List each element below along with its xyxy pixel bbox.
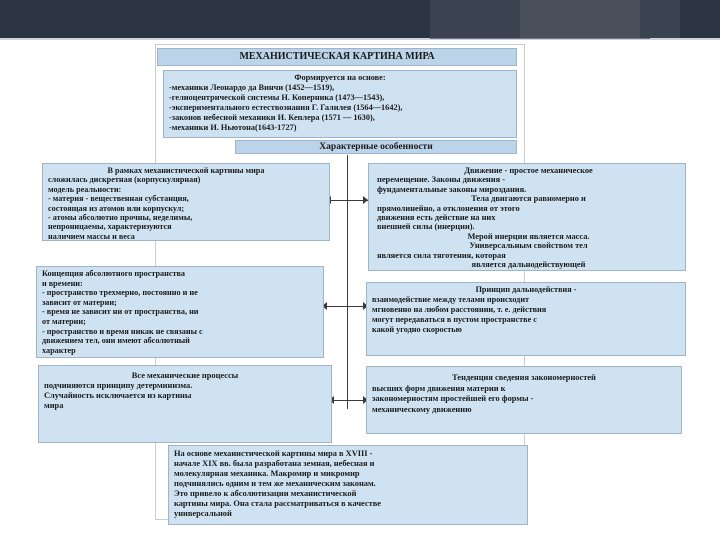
conclusion-box: [168, 445, 528, 525]
header-decoration: [520, 0, 640, 38]
box-line: - пространство трехмерно, постоянно и не: [42, 288, 198, 298]
determinism-box: [38, 365, 332, 443]
box-line: сложилась дискретная (корпускулярная): [48, 175, 201, 185]
box-line: - материя - вещественная субстанция,: [48, 194, 189, 204]
box-line: мгновенно на любом расстоянии, т. е. действия: [372, 305, 547, 314]
formation-line: -законов небесной механики И. Кеплера (1571 — 1630),: [169, 113, 375, 122]
diagram-title: МЕХАНИСТИЧЕСКАЯ КАРТИНА МИРА: [157, 48, 517, 66]
box-line: молекулярная механика. Макромир и микромир: [174, 469, 360, 478]
box-line: мира: [44, 401, 64, 410]
box-line: Тела двигаются равномерно и: [471, 194, 586, 204]
box-line: - атомы абсолютно прочны, неделимы,: [48, 213, 193, 223]
box-line: и времени:: [42, 278, 83, 288]
formation-line: -механики Леонардо да Винчи (1452—1519),: [169, 83, 335, 92]
box-line: - пространство и время никак не связаны с: [42, 326, 203, 336]
box-line: - время не зависит ни от пространства, ни: [42, 307, 199, 317]
box-line: зависит от материи;: [42, 297, 117, 307]
box-line: фундаментальные законы мироздания.: [377, 184, 527, 194]
box-line: взаимодействие между телами происходит: [372, 295, 530, 304]
box-line: подчинялись одним и тем же механическим законам.: [174, 479, 376, 488]
box-line: Это привело к абсолютизации механистической: [174, 489, 357, 498]
box-line: универсальной: [174, 509, 232, 518]
reduction-tendency-box: [366, 366, 682, 434]
box-line: Универсальным свойством тел: [469, 241, 588, 251]
box-line: является дальнодействующей: [471, 260, 586, 270]
box-line: является сила тяготения, которая: [377, 250, 506, 260]
box-line: В рамках механистической картины мира: [107, 166, 265, 175]
box-line: от материи;: [42, 316, 86, 326]
box-line: модель реальности:: [48, 184, 122, 194]
box-line: высших форм движения материи к: [372, 383, 506, 393]
box-line: движения есть действие на них: [377, 213, 496, 223]
box-line: прямолинейно, а отклонения от этого: [377, 203, 520, 213]
box-line: Все механические процессы: [131, 371, 239, 380]
box-line: картины мира. Она стала рассматриваться в качестве: [174, 499, 381, 508]
long-range-action-box: [366, 282, 686, 356]
box-line: На основе механистической картины мира в XVIII -: [174, 449, 373, 458]
box-line: закономерностям простейшей его формы -: [372, 394, 534, 403]
main-vertical-connector: [347, 155, 348, 409]
discrete-model-box: [42, 163, 330, 241]
box-line: внешней силы (инерции).: [377, 222, 475, 232]
formation-line: -гелиоцентрической системы Н. Коперника (1473—1543),: [169, 93, 385, 102]
box-line: Концепция абсолютного пространства: [42, 269, 186, 278]
box-line: движением тел, они имеют абсолютный: [42, 336, 190, 346]
formation-line: Формируется на основе:: [294, 73, 386, 82]
box-line: характер: [42, 345, 76, 355]
box-line: какой угодно скоростью: [372, 325, 462, 334]
box-line: Мерой инерции является масса.: [467, 231, 590, 241]
formation-line: -механики И. Ньютона(1643-1727): [169, 123, 297, 132]
box-line: состоящая из атомов или корпускул;: [48, 203, 185, 213]
box-line: механическому движению: [372, 404, 472, 414]
absolute-space-box: [36, 266, 324, 358]
header-accent-line: [430, 38, 650, 39]
box-line: перемещение. Законы движения -: [377, 175, 505, 185]
box-line: Тенденция сведения закономерностей: [452, 373, 596, 382]
connector-line: [326, 306, 368, 307]
formation-line: -экспериментального естествознания Г. Галилея (1564—1642),: [169, 103, 403, 112]
box-line: подчиняются принципу детерминизма.: [44, 381, 193, 390]
box-line: Случайность исключается из картины: [44, 391, 192, 400]
box-line: Принцип дальнодействия -: [475, 285, 577, 294]
box-line: могут передаваться в пустом пространстве с: [372, 315, 537, 324]
box-line: непроницаемы, характеризуются: [48, 222, 172, 232]
features-header: Характерные особенности: [235, 140, 517, 154]
motion-box: [368, 163, 686, 271]
box-line: начале XIX вв. была разработана земная, небесная и: [174, 459, 375, 468]
box-line: наличием массы и веса: [48, 231, 135, 241]
formation-box: [163, 70, 517, 138]
box-line: Движение - простое механическое: [464, 166, 593, 175]
